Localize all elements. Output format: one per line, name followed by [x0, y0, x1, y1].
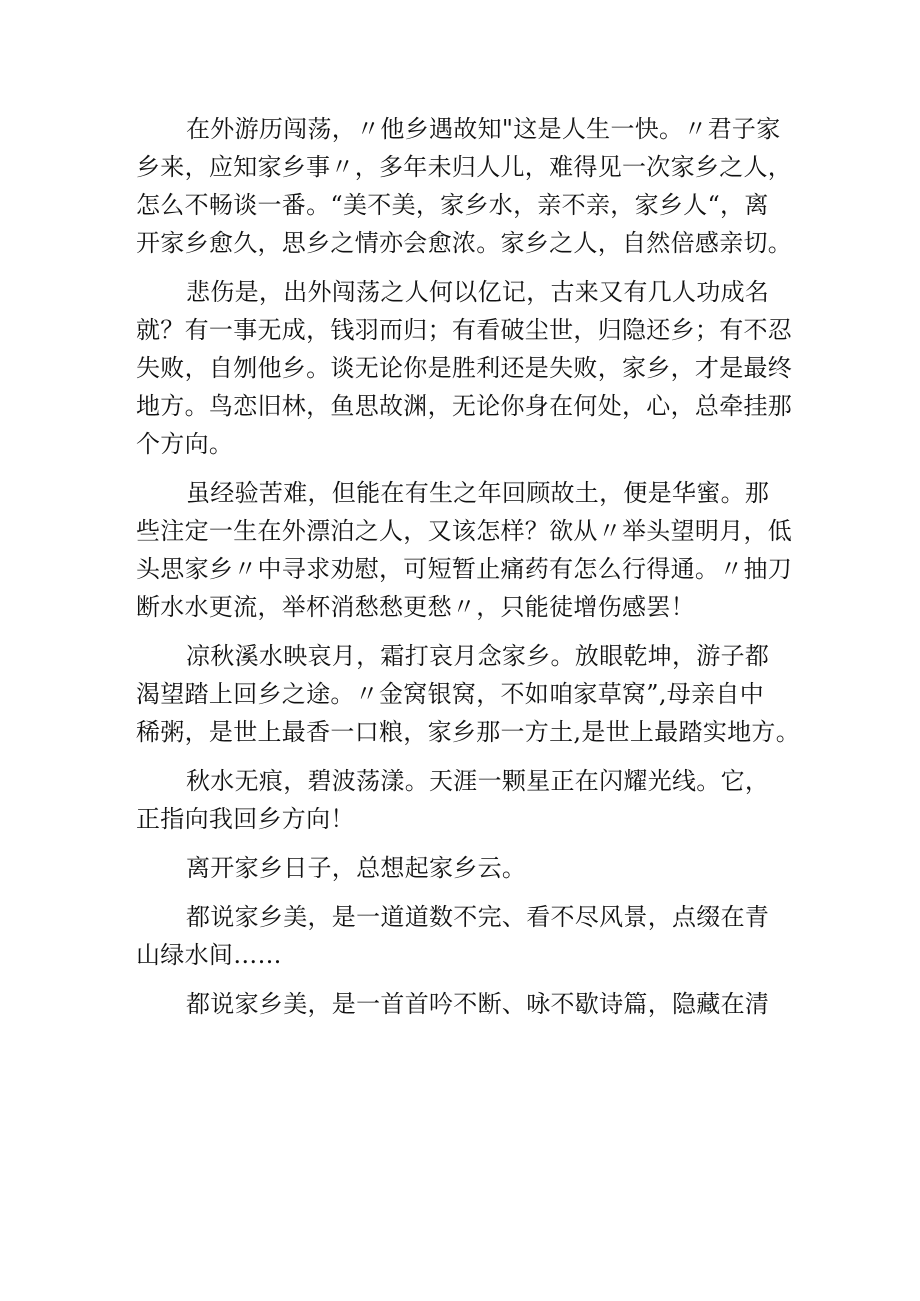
- text-line: 乡来，应知家乡事〃，多年未归人儿，难得见一次家乡之人，: [136, 153, 793, 181]
- text-line: 渴望踏上回乡之途。〃金窝银窝，不如咱家草窝”,母亲自中: [136, 680, 764, 708]
- text-line: 都说家乡美，是一道道数不完、看不尽风景，点缀在青: [186, 903, 770, 931]
- document-body: [136, 110, 801, 1034]
- text-line: 就？有一事无成，钱羽而归；有看破尘世，归隐还乡；有不忍: [136, 316, 793, 344]
- text-line: 虽经验苦难，但能在有生之年回顾故土，便是华蜜。那: [186, 479, 770, 507]
- text-line: 些注定一生在外漂泊之人，又该怎样？欲从〃举头望明月，低: [136, 517, 793, 545]
- text-line: 个方向。: [136, 430, 234, 458]
- paragraph-5: [136, 762, 796, 838]
- paragraph-2: [136, 273, 796, 463]
- text-line: 都说家乡美，是一首首吟不断、咏不歇诗篇，隐藏在清: [186, 990, 770, 1018]
- paragraph-1: [136, 110, 796, 262]
- paragraph-7: [136, 898, 796, 974]
- text-line: 凉秋溪水映哀月，霜打哀月念家乡。放眼乾坤，游子都: [186, 642, 770, 670]
- text-line: 稀粥，是世上最香一口粮，家乡那一方土,是世上最踏实地方。: [136, 718, 801, 746]
- paragraph-4: [136, 637, 801, 751]
- text-line: 地方。鸟恋旧林，鱼思故渊，无论你身在何处，心，总牵挂那: [136, 392, 793, 420]
- text-line: 离开家乡日子，总想起家乡云。: [186, 854, 527, 882]
- text-line: 悲伤是，出外闯荡之人何以亿记，古来又有几人功成名: [186, 278, 770, 306]
- text-line: 开家乡愈久，思乡之情亦会愈浓。家乡之人，自然倍感亲切。: [136, 229, 793, 257]
- text-line: 失败，自刎他乡。谈无论你是胜利还是失败，家乡，才是最终: [136, 354, 793, 382]
- text-line: 断水水更流，举杯消愁愁更愁〃，只能徒增伤感罢！: [136, 593, 695, 621]
- paragraph-8: [136, 985, 796, 1023]
- paragraph-3: [136, 474, 796, 626]
- text-line: 秋水无痕，碧波荡漾。天涯一颗星正在闪耀光线。它，: [186, 767, 770, 795]
- text-line: 怎么不畅谈一番。“美不美，家乡水，亲不亲，家乡人“，离: [136, 191, 769, 219]
- paragraph-6: [136, 849, 796, 887]
- text-line: 头思家乡〃中寻求劝慰，可短暂止痛药有怎么行得通。〃抽刀: [136, 555, 793, 583]
- text-line: 在外游历闯荡，〃他乡遇故知"这是人生一快。〃君子家: [186, 115, 781, 143]
- text-line: 山绿水间……: [136, 941, 282, 969]
- text-line: 正指向我回乡方向！: [136, 805, 355, 833]
